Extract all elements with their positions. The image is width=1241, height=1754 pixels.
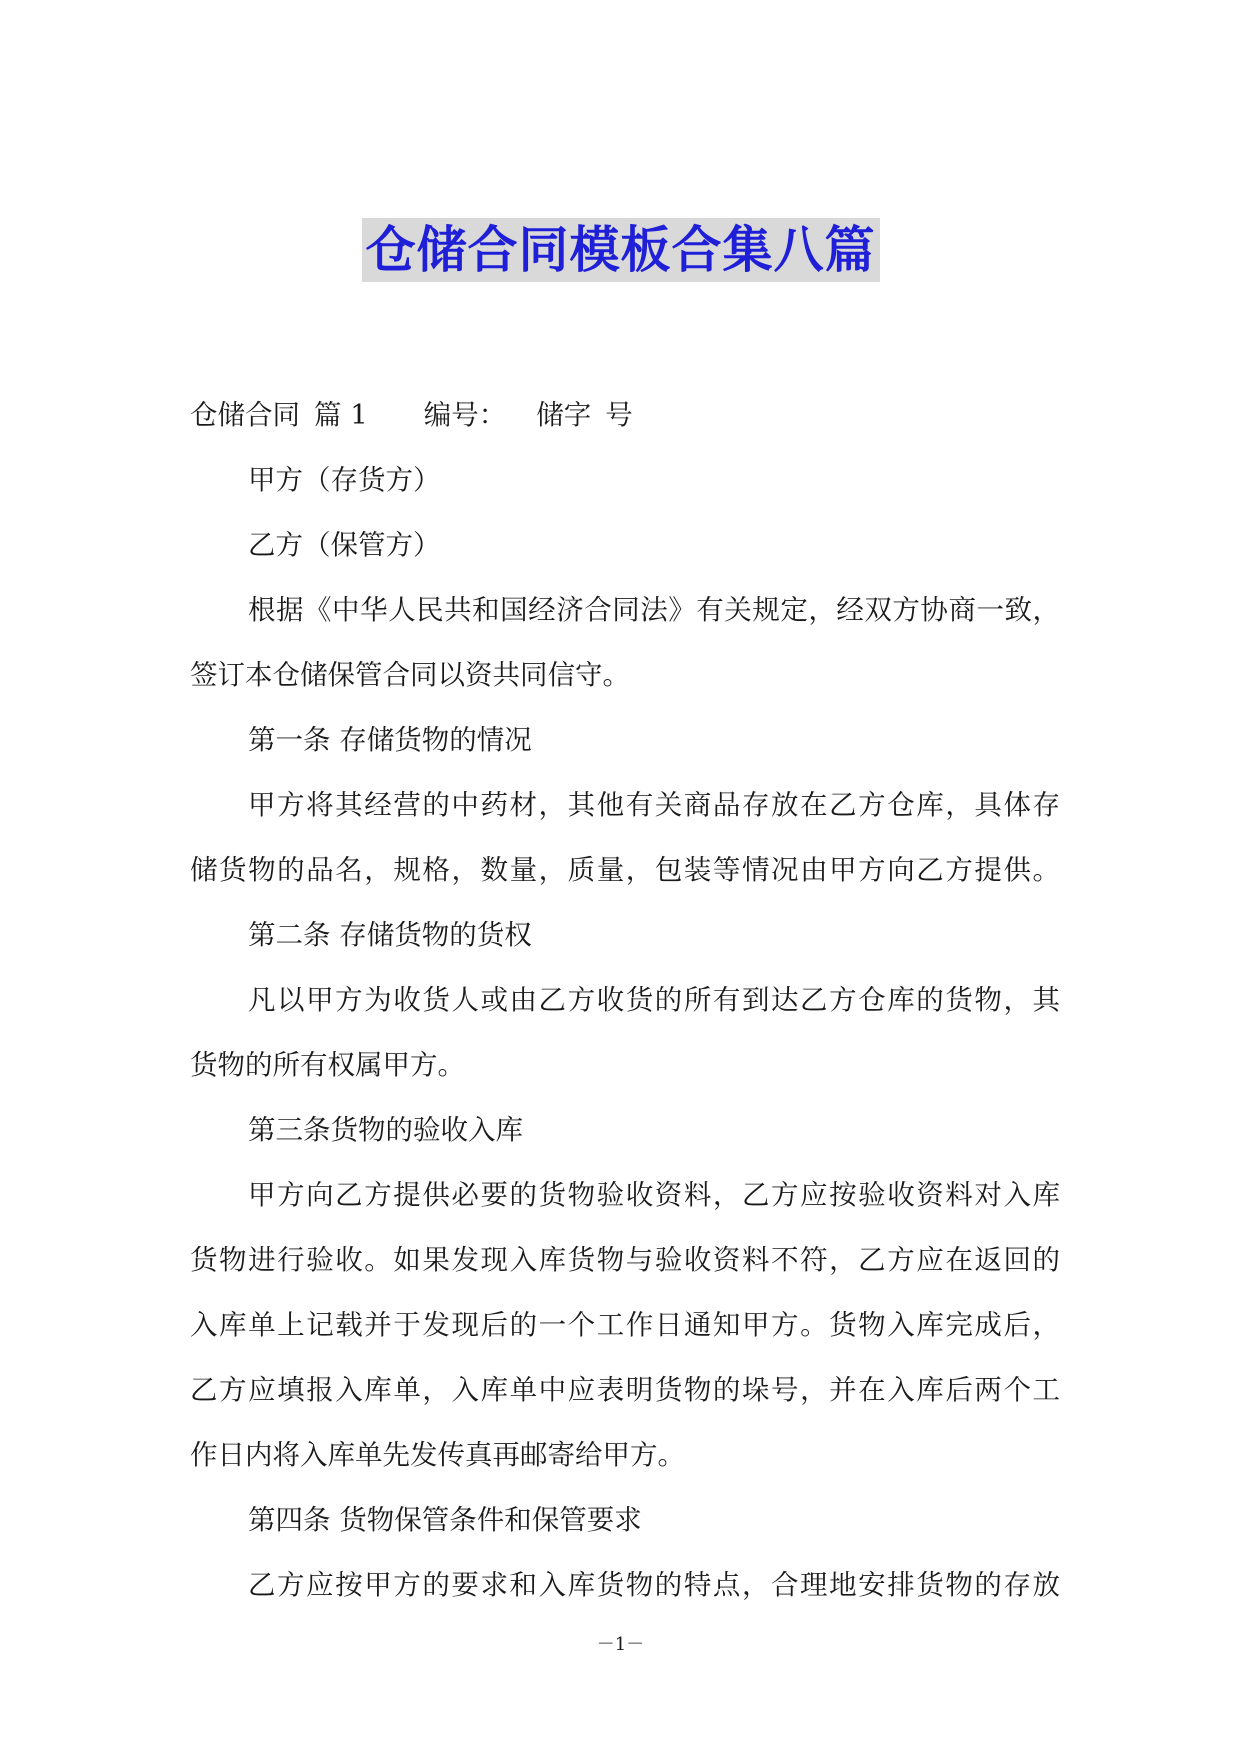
contract-number-label: 编号： [423,399,507,431]
article-heading: 第三条货物的验收入库 [248,1114,523,1146]
document-body [190,383,1060,1618]
paragraph-line: 作日内将入库单先发传真再邮寄给甲方。 [190,1439,685,1471]
article-heading: 第四条 货物保管条件和保管要求 [248,1504,642,1536]
contract-number-suffix: 号 [605,399,633,431]
paragraph-line: 凡以甲方为收货人或由乙方收货的所有到达乙方仓库的货物，其 [248,984,1060,1016]
contract-number-value: 储字 [536,399,592,431]
title-container [0,218,1241,282]
paragraph-line: 根据《中华人民共和国经济合同法》有关规定，经双方协商一致， [248,594,1060,626]
party-a-line: 甲方（存货方） [248,464,441,496]
paragraph-line: 入库单上记载并于发现后的一个工作日通知甲方。货物入库完成后， [190,1309,1060,1341]
document-title: 仓储合同模板合集八篇 [362,218,880,282]
article-heading: 第一条 存储货物的情况 [248,724,532,756]
article-heading: 第二条 存储货物的货权 [248,919,532,951]
contract-part: 篇 1 [314,399,368,431]
paragraph-line: 乙方应按甲方的要求和入库货物的特点，合理地安排货物的存放 [248,1569,1060,1601]
paragraph-line: 甲方向乙方提供必要的货物验收资料，乙方应按验收资料对入库 [248,1179,1060,1211]
contract-heading: 仓储合同 [190,399,300,431]
contract-header-line [190,383,1060,448]
paragraph-line: 乙方应填报入库单，入库单中应表明货物的垛号，并在入库后两个工 [190,1374,1060,1406]
paragraph-line: 签订本仓储保管合同以资共同信守。 [190,659,630,691]
paragraph-line: 甲方将其经营的中药材，其他有关商品存放在乙方仓库，具体存 [248,789,1060,821]
paragraph-line: 货物进行验收。如果发现入库货物与验收资料不符，乙方应在返回的 [190,1244,1060,1276]
paragraph-line: 货物的所有权属甲方。 [190,1049,465,1081]
party-b-line: 乙方（保管方） [248,529,441,561]
page-number: －1－ [596,1634,645,1655]
paragraph-line: 储货物的品名，规格，数量，质量，包装等情况由甲方向乙方提供。 [190,854,1060,886]
